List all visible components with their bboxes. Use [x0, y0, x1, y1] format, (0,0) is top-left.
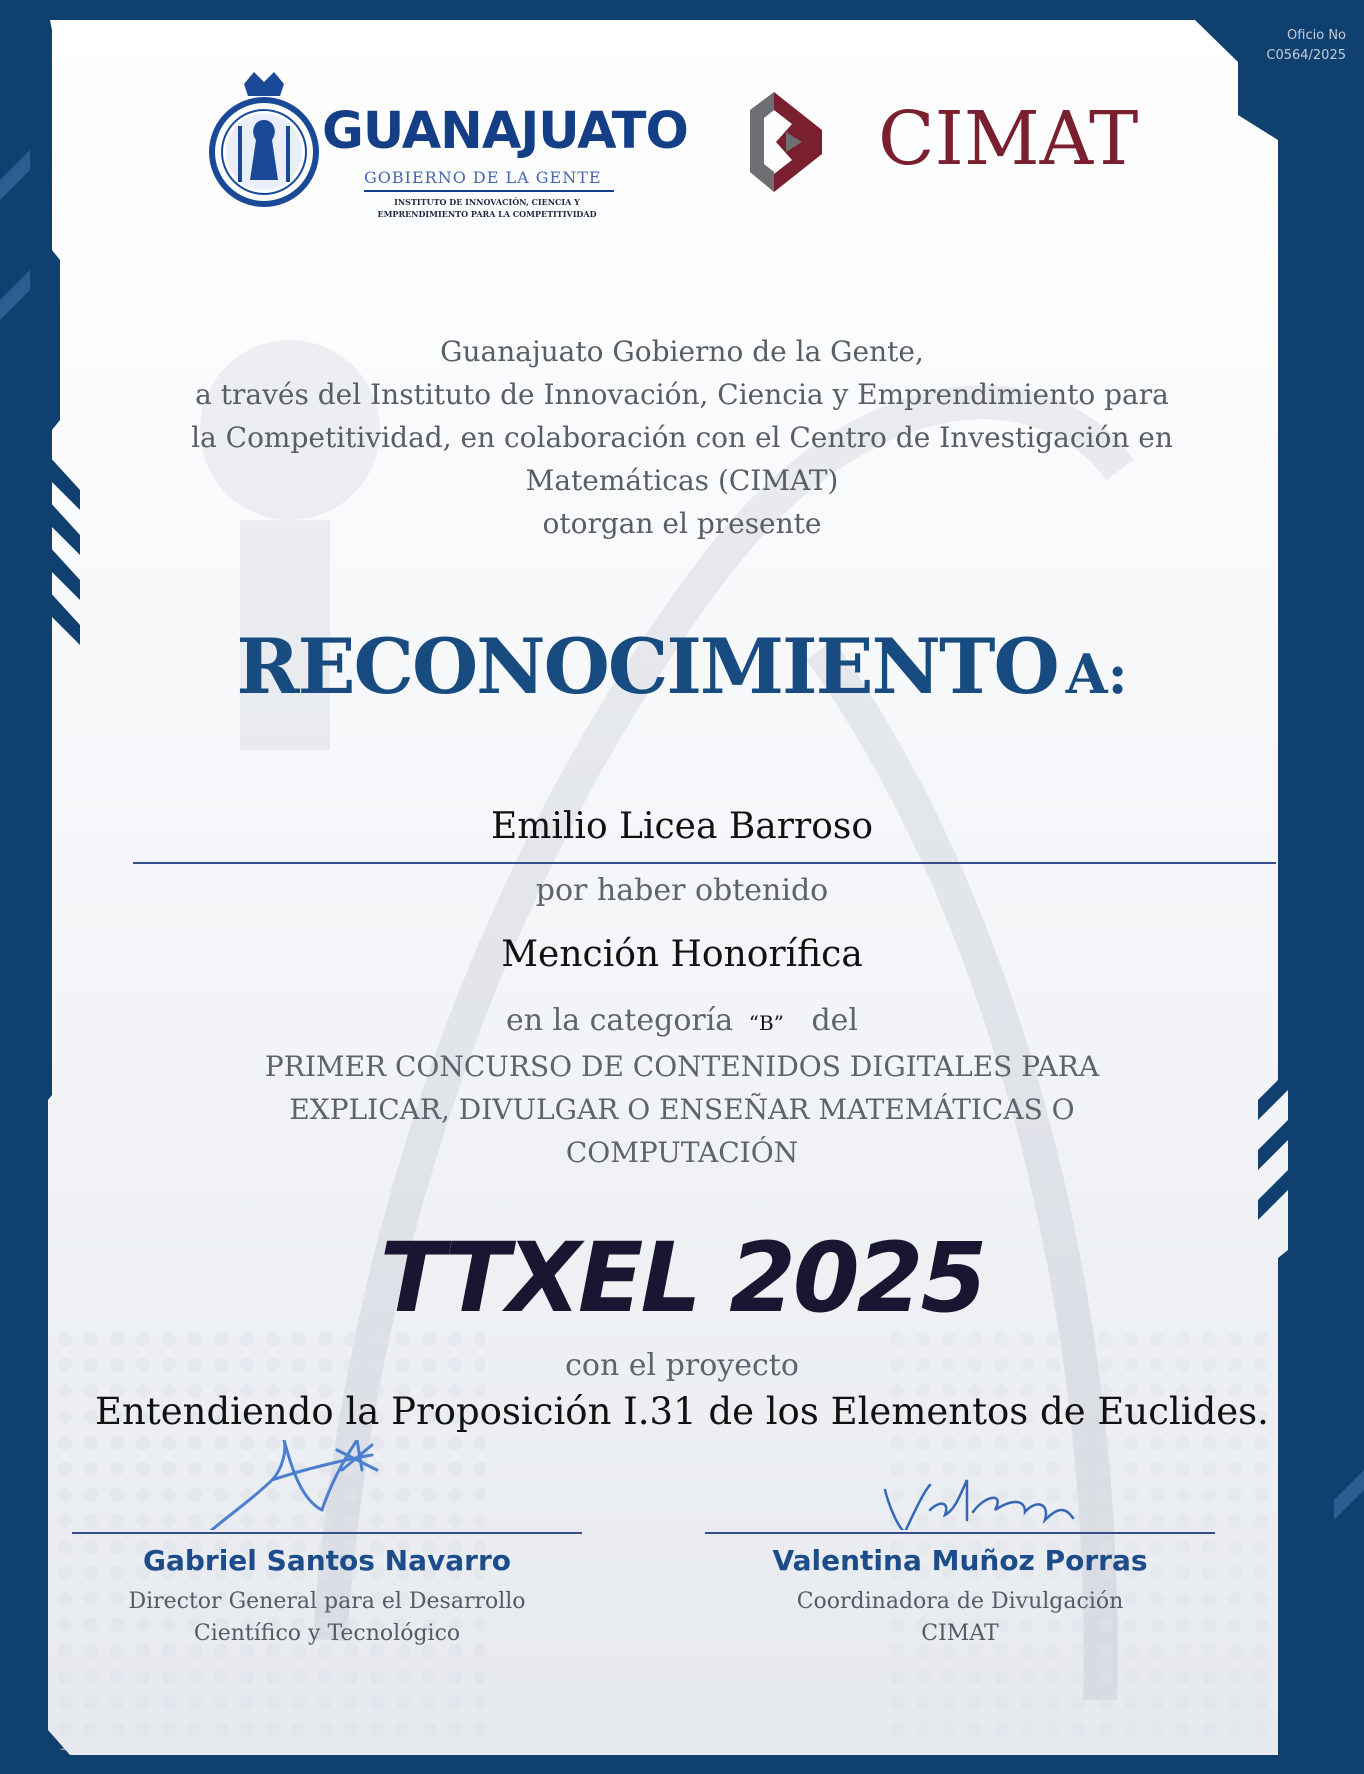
signatory-role-line: Coordinadora de Divulgación: [796, 1589, 1124, 1614]
signature-block-left: [72, 1440, 582, 1660]
institute-line-1: INSTITUTO DE INNOVACIÓN, CIENCIA Y: [394, 197, 580, 207]
contest-line: PRIMER CONCURSO DE CONTENIDOS DIGITALES PARA: [264, 1050, 1100, 1083]
heading-main: RECONOCIMIENTO: [236, 622, 1058, 711]
intro-line: Guanajuato Gobierno de la Gente,: [440, 335, 924, 368]
category-line: [0, 1003, 1364, 1038]
signatory-name: Valentina Muñoz Porras: [772, 1544, 1148, 1577]
heading-suffix: A:: [1065, 642, 1128, 706]
guanajuato-seal-icon: [204, 70, 324, 208]
category-suffix: del: [811, 1003, 859, 1038]
signatory-role: [72, 1586, 582, 1650]
contest-line: EXPLICAR, DIVULGAR O ENSEÑAR MATEMÁTICAS O: [289, 1093, 1075, 1126]
category-value: “B”: [748, 1011, 784, 1035]
signature-line-left: [72, 1532, 582, 1534]
cimat-logo: [740, 88, 1140, 198]
signature-block-right: [705, 1440, 1215, 1660]
project-title: Entendiendo la Proposición I.31 de los Elementos de Euclides.: [95, 1390, 1269, 1433]
guanajuato-institute: [322, 196, 652, 220]
intro-paragraph: [150, 330, 1214, 545]
guanajuato-subtitle: GOBIERNO DE LA GENTE: [364, 168, 602, 187]
recipient-underline: [133, 862, 1276, 864]
signatory-role-line: Científico y Tecnológico: [193, 1621, 461, 1646]
guanajuato-divider: [364, 190, 614, 192]
guanajuato-logo: [204, 62, 688, 227]
signature-line-right: [705, 1532, 1215, 1534]
certificate-heading: [0, 622, 1364, 711]
category-prefix: en la categoría: [505, 1003, 734, 1038]
achievement-lead: por haber obtenido: [535, 873, 829, 908]
signature-scribble-left: [72, 1440, 582, 1530]
cimat-wordmark: CIMAT: [878, 96, 1139, 182]
award-title: Mención Honorífica: [501, 934, 863, 975]
intro-line: a través del Instituto de Innovación, Ciencia y Emprendimiento para: [195, 378, 1169, 411]
oficio-value: C0564/2025: [1266, 48, 1346, 63]
signatory-role-line: Director General para el Desarrollo: [128, 1589, 526, 1614]
oficio-number: [1266, 26, 1346, 66]
contest-line: COMPUTACIÓN: [565, 1136, 799, 1169]
contest-name: [0, 1045, 1364, 1174]
signatory-name: Gabriel Santos Navarro: [142, 1544, 512, 1577]
signatory-role: [705, 1586, 1215, 1650]
guanajuato-wordmark: GUANAJUATO: [322, 102, 688, 161]
cimat-mark-icon: [740, 88, 830, 196]
oficio-label: Oficio No: [1287, 28, 1346, 43]
institute-line-2: EMPRENDIMIENTO PARA LA COMPETITIVIDAD: [377, 209, 597, 219]
intro-line: Matemáticas (CIMAT): [525, 464, 839, 497]
intro-line: la Competitividad, en colaboración con el Centro de Investigación en: [191, 421, 1173, 454]
project-lead: con el proyecto: [565, 1348, 799, 1383]
ttxel-logo: TTXEL 2025: [379, 1222, 985, 1334]
signatory-role-line: CIMAT: [921, 1621, 999, 1646]
signature-scribble-right: [705, 1440, 1215, 1530]
recipient-name: Emilio Licea Barroso: [490, 806, 874, 847]
intro-line: otorgan el presente: [542, 507, 822, 540]
